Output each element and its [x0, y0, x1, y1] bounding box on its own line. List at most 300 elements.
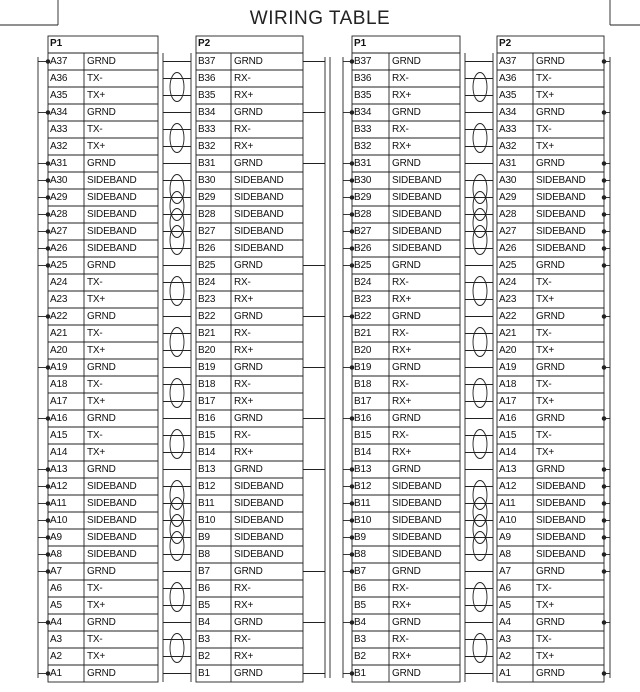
signal-name: SIDEBAND	[87, 243, 137, 254]
pin-number: A21	[50, 328, 68, 339]
pin-number: B30	[354, 175, 372, 186]
left-twisted-pair-loop	[170, 192, 184, 221]
pin-number: A9	[50, 532, 62, 543]
signal-name: SIDEBAND	[392, 192, 442, 203]
pin-number: A8	[50, 549, 62, 560]
pin-number: A17	[50, 396, 68, 407]
pin-number: B17	[354, 396, 372, 407]
pin-number: B22	[198, 311, 216, 322]
pin-number: B14	[198, 447, 216, 458]
pin-number: B27	[354, 226, 372, 237]
table-header: P2	[198, 38, 211, 49]
pin-number: A23	[50, 294, 68, 305]
pin-number: B4	[354, 617, 366, 628]
pin-number: A5	[50, 600, 62, 611]
pin-number: B28	[198, 209, 216, 220]
signal-name: TX+	[536, 294, 555, 305]
pin-number: B19	[198, 362, 216, 373]
signal-name: TX+	[536, 396, 555, 407]
pin-number: B21	[198, 328, 216, 339]
pin-dot	[602, 196, 606, 200]
signal-name: GRND	[234, 107, 263, 118]
signal-name: TX-	[536, 430, 552, 441]
pin-number: A33	[50, 124, 68, 135]
pin-number: A26	[499, 243, 517, 254]
left-twisted-pair-loop	[170, 498, 184, 527]
left-twisted-pair-loop	[170, 532, 184, 561]
pin-number: B17	[198, 396, 216, 407]
signal-name: TX-	[87, 124, 103, 135]
signal-name: RX+	[234, 447, 254, 458]
signal-name: SIDEBAND	[392, 175, 442, 186]
pin-number: A11	[499, 498, 516, 509]
pin-number: B28	[354, 209, 372, 220]
right-twisted-pair-loop	[473, 498, 487, 527]
signal-name: GRND	[536, 413, 565, 424]
pin-number: B37	[198, 56, 216, 67]
signal-name: SIDEBAND	[234, 209, 284, 220]
pin-number: A34	[499, 107, 517, 118]
pin-number: A28	[50, 209, 68, 220]
pin-number: B1	[354, 668, 366, 679]
pin-number: B37	[354, 56, 372, 67]
signal-name: SIDEBAND	[87, 209, 137, 220]
pin-number: A2	[50, 651, 62, 662]
pin-number: A14	[50, 447, 68, 458]
right-twisted-pair-loop	[473, 175, 487, 204]
pin-number: A6	[499, 583, 511, 594]
signal-name: RX-	[392, 634, 409, 645]
signal-name: RX+	[234, 141, 254, 152]
pin-number: A24	[50, 277, 68, 288]
signal-name: TX-	[87, 430, 103, 441]
signal-name: TX+	[536, 90, 555, 101]
left-twisted-pair-loop	[170, 226, 184, 255]
left-twisted-pair-loop	[170, 209, 184, 238]
pin-number: B6	[354, 583, 366, 594]
signal-name: GRND	[87, 617, 116, 628]
signal-name: RX-	[392, 583, 409, 594]
signal-name: RX-	[234, 124, 251, 135]
signal-name: GRND	[87, 668, 116, 679]
left-twisted-pair-loop	[170, 379, 184, 408]
signal-name: GRND	[234, 260, 263, 271]
signal-name: GRND	[234, 362, 263, 373]
signal-name: GRND	[536, 617, 565, 628]
pin-number: B2	[198, 651, 210, 662]
pin-number: B5	[198, 600, 210, 611]
pin-dot	[602, 502, 606, 506]
signal-name: SIDEBAND	[234, 549, 284, 560]
pin-number: B23	[198, 294, 216, 305]
pin-number: A23	[499, 294, 517, 305]
right-twisted-pair-loop	[473, 481, 487, 510]
signal-name: GRND	[392, 413, 421, 424]
pin-number: A13	[50, 464, 68, 475]
pin-number: B7	[198, 566, 210, 577]
signal-name: GRND	[87, 413, 116, 424]
pin-number: A22	[50, 311, 68, 322]
pin-dot	[602, 213, 606, 217]
signal-name: TX-	[536, 124, 552, 135]
pin-number: B6	[198, 583, 210, 594]
signal-name: GRND	[392, 362, 421, 373]
pin-dot	[602, 366, 606, 370]
signal-name: RX-	[392, 328, 409, 339]
left-twisted-pair-loop	[170, 277, 184, 306]
pin-number: B15	[198, 430, 216, 441]
right-twisted-pair-loop	[473, 192, 487, 221]
right-twisted-pair-loop	[473, 430, 487, 459]
signal-name: TX-	[536, 328, 552, 339]
signal-name: TX-	[87, 328, 103, 339]
pin-number: B29	[198, 192, 216, 203]
pin-number: B15	[354, 430, 372, 441]
pin-number: A35	[499, 90, 517, 101]
signal-name: SIDEBAND	[392, 532, 442, 543]
signal-name: GRND	[536, 260, 565, 271]
pin-number: B32	[354, 141, 372, 152]
pin-number: B36	[354, 73, 372, 84]
left-twisted-pair-loop	[170, 481, 184, 510]
signal-name: SIDEBAND	[392, 243, 442, 254]
signal-name: GRND	[392, 260, 421, 271]
signal-name: RX-	[392, 277, 409, 288]
signal-name: RX+	[392, 345, 412, 356]
signal-name: TX-	[87, 634, 103, 645]
pin-dot	[602, 672, 606, 676]
pin-number: B16	[198, 413, 216, 424]
pin-number: B2	[354, 651, 366, 662]
signal-name: RX-	[234, 328, 251, 339]
pin-number: A6	[50, 583, 62, 594]
signal-name: SIDEBAND	[234, 175, 284, 186]
signal-name: SIDEBAND	[87, 532, 137, 543]
signal-name: GRND	[392, 158, 421, 169]
pin-dot	[602, 179, 606, 183]
pin-dot	[602, 553, 606, 557]
signal-name: RX-	[234, 379, 251, 390]
pin-number: A27	[499, 226, 517, 237]
signal-name: SIDEBAND	[392, 498, 442, 509]
pin-number: B26	[198, 243, 216, 254]
table-header: P1	[50, 38, 63, 49]
signal-name: GRND	[536, 566, 565, 577]
pin-number: B7	[354, 566, 366, 577]
signal-name: RX+	[392, 294, 412, 305]
pin-dot	[602, 111, 606, 115]
signal-name: RX-	[234, 73, 251, 84]
pin-number: A35	[50, 90, 68, 101]
pin-number: A32	[499, 141, 517, 152]
signal-name: SIDEBAND	[234, 226, 284, 237]
signal-name: RX-	[392, 379, 409, 390]
signal-name: RX+	[392, 396, 412, 407]
pin-number: A14	[499, 447, 517, 458]
pin-number: A21	[499, 328, 517, 339]
signal-name: GRND	[87, 311, 116, 322]
pin-number: A37	[499, 56, 517, 67]
pin-number: A8	[499, 549, 511, 560]
signal-name: SIDEBAND	[87, 498, 137, 509]
right-twisted-pair-loop	[473, 73, 487, 102]
pin-number: A18	[499, 379, 517, 390]
pin-number: A30	[499, 175, 517, 186]
pin-number: A26	[50, 243, 68, 254]
right-twisted-pair-loop	[473, 226, 487, 255]
pin-number: B30	[198, 175, 216, 186]
signal-name: RX+	[392, 141, 412, 152]
signal-name: GRND	[87, 566, 116, 577]
signal-name: SIDEBAND	[536, 549, 586, 560]
signal-name: SIDEBAND	[536, 226, 586, 237]
signal-name: TX-	[536, 73, 552, 84]
pin-number: B8	[198, 549, 210, 560]
pin-number: A1	[499, 668, 511, 679]
signal-name: TX+	[536, 345, 555, 356]
pin-number: A4	[499, 617, 511, 628]
right-twisted-pair-loop	[473, 583, 487, 612]
right-twisted-pair-loop	[473, 379, 487, 408]
pin-number: A29	[499, 192, 517, 203]
signal-name: RX+	[234, 396, 254, 407]
left-twisted-pair-loop	[170, 430, 184, 459]
pin-number: A7	[50, 566, 62, 577]
left-twisted-pair-loop	[170, 583, 184, 612]
pin-number: A33	[499, 124, 517, 135]
pin-number: B10	[354, 515, 372, 526]
signal-name: GRND	[234, 158, 263, 169]
signal-name: SIDEBAND	[87, 481, 137, 492]
signal-name: TX+	[536, 141, 555, 152]
left-twisted-pair-loop	[170, 328, 184, 357]
pin-number: A15	[499, 430, 517, 441]
signal-name: SIDEBAND	[536, 209, 586, 220]
pin-number: A1	[50, 668, 62, 679]
pin-number: B18	[198, 379, 216, 390]
signal-name: TX-	[87, 73, 103, 84]
pin-number: A12	[50, 481, 68, 492]
pin-number: B3	[354, 634, 366, 645]
signal-name: SIDEBAND	[234, 532, 284, 543]
signal-name: GRND	[87, 260, 116, 271]
pin-number: A20	[499, 345, 517, 356]
signal-name: TX+	[87, 600, 106, 611]
pin-dot	[602, 468, 606, 472]
left-twisted-pair-loop	[170, 124, 184, 153]
pin-dot	[602, 230, 606, 234]
signal-name: GRND	[87, 107, 116, 118]
pin-number: B25	[198, 260, 216, 271]
signal-name: GRND	[234, 413, 263, 424]
signal-name: RX+	[392, 651, 412, 662]
signal-name: SIDEBAND	[536, 498, 586, 509]
pin-number: A29	[50, 192, 68, 203]
pin-number: B5	[354, 600, 366, 611]
pin-number: A18	[50, 379, 68, 390]
pin-number: A19	[499, 362, 517, 373]
pin-number: A20	[50, 345, 68, 356]
signal-name: TX+	[87, 90, 106, 101]
signal-name: RX-	[392, 124, 409, 135]
signal-name: GRND	[392, 464, 421, 475]
pin-number: B19	[354, 362, 372, 373]
pin-number: B35	[198, 90, 216, 101]
signal-name: RX-	[392, 430, 409, 441]
right-twisted-pair-loop	[473, 209, 487, 238]
pin-dot	[602, 417, 606, 421]
signal-name: GRND	[234, 617, 263, 628]
pin-number: A31	[499, 158, 517, 169]
right-twisted-pair-loop	[473, 515, 487, 544]
pin-dot	[602, 519, 606, 523]
signal-name: RX-	[234, 430, 251, 441]
signal-name: GRND	[392, 617, 421, 628]
pin-number: B12	[354, 481, 372, 492]
pin-number: B14	[354, 447, 372, 458]
pin-dot	[602, 264, 606, 268]
pin-number: B23	[354, 294, 372, 305]
signal-name: SIDEBAND	[392, 515, 442, 526]
pin-number: B36	[198, 73, 216, 84]
pin-number: A11	[50, 498, 67, 509]
pin-number: B31	[198, 158, 216, 169]
pin-number: A9	[499, 532, 511, 543]
signal-name: SIDEBAND	[234, 481, 284, 492]
pin-number: A17	[499, 396, 517, 407]
pin-number: A4	[50, 617, 62, 628]
signal-name: TX+	[87, 651, 106, 662]
pin-number: A19	[50, 362, 68, 373]
pin-number: A24	[499, 277, 517, 288]
signal-name: SIDEBAND	[392, 481, 442, 492]
signal-name: RX-	[234, 277, 251, 288]
pin-number: B13	[354, 464, 372, 475]
pin-number: A2	[499, 651, 511, 662]
signal-name: RX+	[234, 651, 254, 662]
left-twisted-pair-loop	[170, 515, 184, 544]
pin-number: B24	[354, 277, 372, 288]
pin-dot	[602, 247, 606, 251]
signal-name: SIDEBAND	[87, 549, 137, 560]
table-header: P2	[499, 38, 512, 49]
signal-name: SIDEBAND	[87, 192, 137, 203]
signal-name: SIDEBAND	[536, 243, 586, 254]
left-twisted-pair-loop	[170, 634, 184, 663]
pin-number: B26	[354, 243, 372, 254]
pin-number: B33	[198, 124, 216, 135]
pin-number: A13	[499, 464, 517, 475]
signal-name: SIDEBAND	[87, 515, 137, 526]
signal-name: GRND	[536, 311, 565, 322]
signal-name: RX-	[234, 634, 251, 645]
pin-dot	[602, 162, 606, 166]
signal-name: TX+	[87, 294, 106, 305]
signal-name: TX-	[536, 583, 552, 594]
pin-number: B25	[354, 260, 372, 271]
pin-number: A37	[50, 56, 68, 67]
pin-number: B9	[198, 532, 210, 543]
signal-name: SIDEBAND	[87, 175, 137, 186]
pin-number: B32	[198, 141, 216, 152]
pin-number: B11	[198, 498, 215, 509]
signal-name: GRND	[234, 56, 263, 67]
signal-name: TX-	[87, 583, 103, 594]
signal-name: SIDEBAND	[536, 192, 586, 203]
right-twisted-pair-loop	[473, 124, 487, 153]
pin-number: B11	[354, 498, 371, 509]
signal-name: GRND	[234, 566, 263, 577]
pin-number: B27	[198, 226, 216, 237]
pin-number: B33	[354, 124, 372, 135]
signal-name: GRND	[536, 158, 565, 169]
pin-number: A32	[50, 141, 68, 152]
signal-name: TX-	[87, 379, 103, 390]
pin-number: B29	[354, 192, 372, 203]
signal-name: RX+	[234, 90, 254, 101]
pin-number: A3	[50, 634, 62, 645]
left-twisted-pair-loop	[170, 73, 184, 102]
signal-name: GRND	[392, 668, 421, 679]
page-title: WIRING TABLE	[249, 8, 391, 29]
signal-name: GRND	[536, 464, 565, 475]
pin-number: A25	[50, 260, 68, 271]
pin-number: B16	[354, 413, 372, 424]
signal-name: RX-	[392, 73, 409, 84]
signal-name: GRND	[234, 311, 263, 322]
pin-number: A22	[499, 311, 517, 322]
signal-name: RX+	[234, 600, 254, 611]
signal-name: TX-	[536, 634, 552, 645]
signal-name: GRND	[536, 668, 565, 679]
right-twisted-pair-loop	[473, 634, 487, 663]
signal-name: GRND	[536, 56, 565, 67]
signal-name: GRND	[87, 362, 116, 373]
pin-number: B10	[198, 515, 216, 526]
signal-name: TX+	[536, 447, 555, 458]
pin-number: B34	[354, 107, 372, 118]
pin-dot	[602, 485, 606, 489]
pin-number: A16	[499, 413, 517, 424]
signal-name: GRND	[87, 464, 116, 475]
signal-name: SIDEBAND	[87, 226, 137, 237]
signal-name: TX-	[87, 277, 103, 288]
pin-number: A27	[50, 226, 68, 237]
pin-number: A30	[50, 175, 68, 186]
signal-name: SIDEBAND	[234, 515, 284, 526]
signal-name: GRND	[392, 311, 421, 322]
pin-number: B31	[354, 158, 372, 169]
signal-name: RX+	[234, 345, 254, 356]
signal-name: SIDEBAND	[234, 192, 284, 203]
pin-number: A12	[499, 481, 517, 492]
pin-number: B3	[198, 634, 210, 645]
signal-name: TX+	[87, 447, 106, 458]
signal-name: TX+	[87, 141, 106, 152]
pin-dot	[602, 536, 606, 540]
pin-number: B1	[198, 668, 210, 679]
signal-name: TX+	[87, 396, 106, 407]
signal-name: SIDEBAND	[536, 481, 586, 492]
signal-name: RX+	[392, 447, 412, 458]
pin-number: B20	[198, 345, 216, 356]
pin-dot	[602, 621, 606, 625]
signal-name: GRND	[87, 56, 116, 67]
signal-name: GRND	[234, 464, 263, 475]
signal-name: TX+	[536, 600, 555, 611]
signal-name: GRND	[392, 566, 421, 577]
right-twisted-pair-loop	[473, 328, 487, 357]
